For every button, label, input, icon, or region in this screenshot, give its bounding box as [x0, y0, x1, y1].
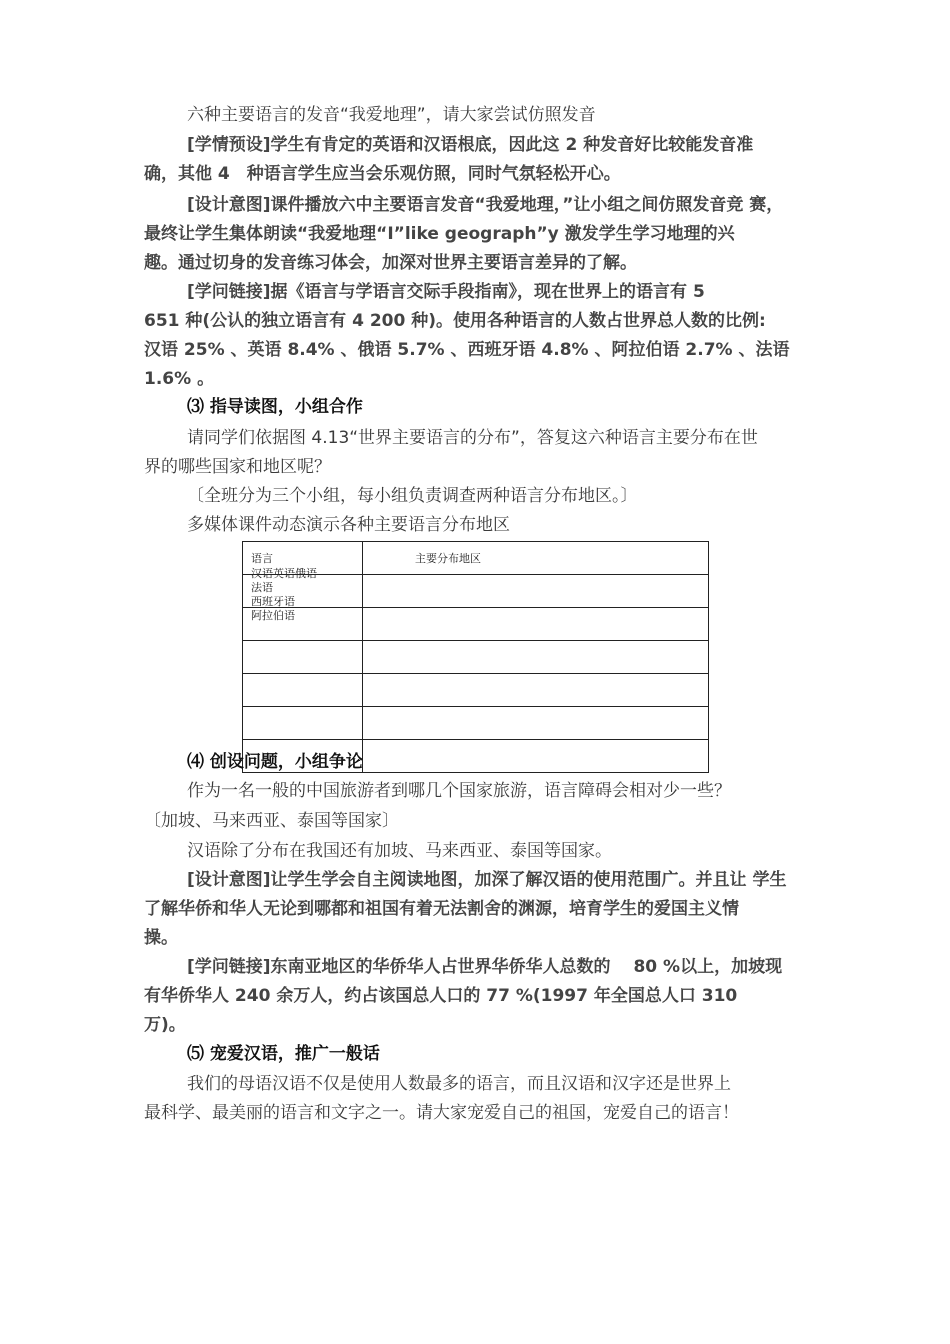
table-cell-lang: 汉语英语俄语: [251, 567, 317, 580]
table-cell-lang: 西班牙语: [251, 595, 295, 608]
paragraph-line: 〔全班分为三个小组，每小组负责调查两种语言分布地区。〕: [187, 486, 638, 506]
paragraph-line: 确，其他 4 种语言学生应当会乐观仿照，同时气氛轻松开心。: [144, 164, 621, 184]
table-cell: [243, 674, 363, 707]
table-cell: [363, 641, 709, 674]
table-cell: [243, 608, 363, 641]
table-header-lang: 语言: [251, 552, 273, 565]
table-cell-lang: 法语: [251, 581, 273, 594]
paragraph-line: 万)。: [144, 1015, 186, 1035]
paragraph-line: 〔加坡、马来西亚、泰国等国家〕: [144, 811, 399, 831]
paragraph-line: 汉语除了分布在我国还有加坡、马来西亚、泰国等国家。: [187, 841, 612, 861]
paragraph-line: [设计意图]课件播放六中主要语言发音“我爱地理，”让小组之间仿照发音竞 赛，: [187, 195, 784, 215]
table-cell: [243, 641, 363, 674]
table-header-region: 主要分布地区: [415, 552, 481, 565]
paragraph-line: 作为一名一般的中国旅游者到哪几个国家旅游，语言障碍会相对少一些？: [187, 781, 731, 801]
table-cell: [243, 575, 363, 608]
table-cell-header-lang: [243, 542, 363, 580]
paragraph-line: 操。: [144, 928, 178, 948]
paragraph-line: 界的哪些国家和地区呢？: [144, 457, 331, 477]
paragraph-line: 我们的母语汉语不仅是使用人数最多的语言，而且汉语和汉字还是世界上: [187, 1074, 731, 1094]
table-cell: [363, 707, 709, 740]
paragraph-line: 趣。通过切身的发音练习体会，加深对世界主要语言差异的了解。: [144, 253, 637, 273]
paragraph-line: 六种主要语言的发音“我爱地理”，请大家尝试仿照发音: [187, 105, 596, 125]
paragraph-line: 汉语 25% 、英语 8.4% 、俄语 5.7% 、西班牙语 4.8% 、阿拉伯语 2.7% 、法语: [144, 340, 790, 360]
paragraph-line: 了解华侨和华人无论到哪都和祖国有着无法割舍的渊源，培育学生的爱国主义情: [144, 899, 739, 919]
section-heading: ⑶ 指导读图，小组合作: [187, 397, 363, 417]
paragraph-line: 最科学、最美丽的语言和文字之一。请大家宠爱自己的祖国，宠爱自己的语言！: [144, 1103, 739, 1123]
paragraph-line: [学情预设]学生有肯定的英语和汉语根底，因此这 2 种发音好比较能发音准: [187, 135, 754, 155]
table-cell-header-region: [363, 542, 709, 575]
paragraph-line: [设计意图]让学生学会自主阅读地图，加深了解汉语的使用范围广。并且让 学生: [187, 870, 787, 890]
table-cell: [363, 674, 709, 707]
paragraph-line: [学问链接]东南亚地区的华侨华人占世界华侨华人总数的 80 %以上，加坡现: [187, 957, 783, 977]
paragraph-line: [学问链接]据《语言与学语言交际手段指南》，现在世界上的语言有 5: [187, 282, 705, 302]
paragraph-line: 最终让学生集体朗读“我爱地理“I”like geograph”y 激发学生学习地理的兴: [144, 224, 735, 244]
table-cell-lang: 阿拉伯语: [251, 609, 295, 622]
table-cell: [363, 575, 709, 608]
paragraph-line: 请同学们依据图 4.13“世界主要语言的分布”，答复这六种语言主要分布在世: [187, 428, 758, 448]
section-heading: ⑸ 宠爱汉语，推广一般话: [187, 1044, 380, 1064]
paragraph-line: 651 种(公认的独立语言有 4 200 种)。使用各种语言的人数占世界总人数的比例:: [144, 311, 766, 331]
paragraph-line: 有华侨华人 240 余万人，约占该国总人口的 77 %(1997 年全国总人口 310: [144, 986, 738, 1006]
paragraph-line: 1.6% 。: [144, 369, 215, 389]
table-cell: [363, 608, 709, 641]
section-heading: ⑷ 创设问题，小组争论: [187, 752, 363, 772]
table-cell: [363, 740, 709, 773]
paragraph-line: 多媒体课件动态演示各种主要语言分布地区: [187, 515, 510, 535]
language-distribution-table: [242, 541, 709, 773]
table-cell: [243, 707, 363, 740]
